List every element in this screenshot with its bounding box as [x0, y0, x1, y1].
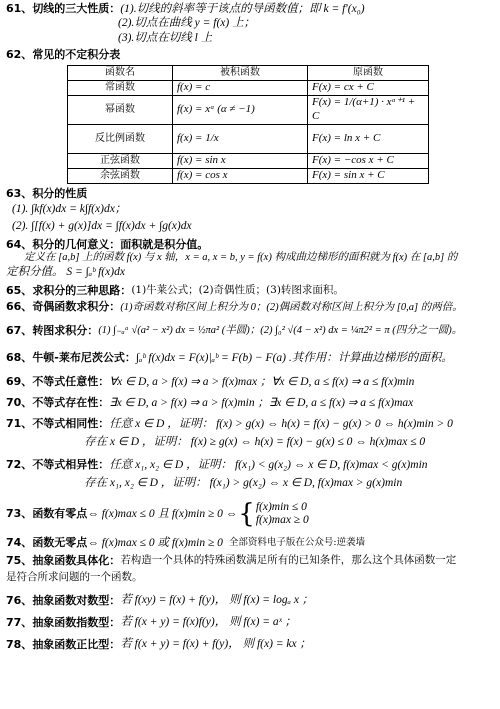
table-header: 被积函数	[173, 65, 308, 80]
section-62-number: 62、	[6, 48, 33, 62]
table-row	[68, 80, 429, 95]
section-77	[6, 613, 494, 632]
table-cell: 幂函数	[68, 95, 173, 124]
section-73-number: 73、	[6, 507, 33, 521]
section-65-text: (1)牛莱公式；(2)奇偶性质；(3)转图求面积。	[131, 283, 344, 296]
section-76-title: 抽象函数对数型：	[32, 593, 121, 607]
table-cell: f(x) = sin x	[173, 153, 308, 168]
section-74-number: 74、	[6, 536, 33, 550]
section-71	[6, 415, 494, 451]
table-cell: F(x) = 1/(α+1) · xᵅ⁺¹ + C	[308, 95, 429, 124]
section-71-number: 71、	[6, 417, 33, 431]
section-73-condition: ⇔ f(x)max ≤ 0 且 f(x)min ≥ 0 ⇔	[87, 507, 238, 520]
section-77-number: 77、	[6, 615, 33, 629]
section-65	[6, 284, 494, 298]
section-73-system-top: f(x)min ≤ 0	[255, 501, 307, 514]
section-74-note: 全部资料电子版在公众号:逆袭墙	[228, 537, 366, 549]
section-66-title: 奇偶函数求积分：	[32, 300, 121, 314]
section-66	[6, 300, 494, 314]
section-61-point-1: (1).切线的斜率等于该点的导函数值；即 k = f′(x₀)	[120, 3, 365, 15]
table-header-row	[68, 65, 429, 80]
section-62-title: 常见的不定积分表	[32, 48, 121, 62]
section-62	[6, 48, 494, 184]
section-64	[6, 238, 494, 281]
section-78	[6, 635, 494, 654]
section-68	[6, 348, 494, 368]
section-70-text: ∃x ∈ D, a > f(x) ⇒ a > f(x)min ；∃x ∈ D, a ≤ f(x) ⇒ a ≤ f(x)max	[109, 396, 414, 409]
section-63-property-2: (2). ∫[f(x) + g(x)]dx = ∫f(x)dx + ∫g(x)dx	[12, 219, 192, 232]
section-78-number: 78、	[6, 637, 33, 651]
section-78-title: 抽象函数正比型：	[32, 637, 121, 651]
section-71-line-1: 任意 x ∈ D ，证明： f(x) > g(x) ⇔ h(x) = f(x) − g(x) > 0 ⇔ h(x)min > 0	[109, 417, 453, 430]
section-68-text: ∫ₐᵇ f(x)dx = F(x)|ₐᵇ = F(b) − F(a) .其作用：计算曲边梯形的面积。	[135, 351, 453, 364]
section-65-title: 求积分的三种思路：	[32, 283, 132, 297]
section-73-system	[256, 501, 309, 526]
section-71-line-2: 存在 x ∈ D ，证明： f(x) ≥ g(x) ⇔ h(x) = f(x) − g(x) ≤ 0 ⇔ h(x)max ≤ 0	[84, 435, 426, 448]
section-70-number: 70、	[6, 396, 33, 410]
section-66-number: 66、	[6, 300, 33, 314]
section-67-text: (1) ∫₋ₐᵃ √(a² − x²) dx = ½πa² (半圆)；(2) ∫₀² √(4 − x²) dx = ¼π2² = π (四分之一圆)。	[98, 325, 463, 337]
section-67-number: 67、	[6, 324, 33, 338]
section-61-point-3: (3).切点在切线 l 上	[118, 31, 213, 44]
table-cell: F(x) = ln x + C	[308, 124, 429, 153]
table-cell: F(x) = cx + C	[308, 80, 429, 95]
section-69-number: 69、	[6, 375, 33, 389]
section-63-property-1: (1). ∫kf(x)dx = k∫f(x)dx；	[12, 202, 127, 215]
section-77-text: 若 f(x + y) = f(x)f(y)， 则 f(x) = aˣ ；	[120, 616, 297, 629]
section-75-title: 抽象函数具体化：	[32, 553, 121, 567]
table-cell: 余弦函数	[68, 168, 173, 183]
section-76-text: 若 f(xy) = f(x) + f(y)， 则 f(x) = logₐ x ；	[120, 594, 314, 607]
section-65-number: 65、	[6, 283, 33, 297]
section-75-text-1: 若构造一个具体的特殊函数满足所有的已知条件，那么这个具体函数一定	[120, 553, 457, 566]
section-73-system-bottom: f(x)max ≥ 0	[255, 514, 309, 526]
section-74	[6, 534, 494, 552]
section-77-title: 抽象函数指数型：	[32, 615, 121, 629]
table-row	[68, 168, 429, 183]
section-75	[6, 552, 494, 586]
section-73	[6, 497, 494, 531]
section-74-text: ⇔ f(x)max ≤ 0 或 f(x)min ≥ 0	[87, 536, 223, 549]
section-64-number: 64、	[6, 237, 33, 251]
table-row	[68, 95, 429, 124]
section-63	[6, 187, 494, 235]
section-63-title: 积分的性质	[32, 186, 88, 200]
section-76	[6, 591, 494, 610]
section-74-title: 函数无零点	[32, 536, 88, 550]
table-cell: 正弦函数	[68, 153, 173, 168]
table-cell: 常函数	[68, 80, 173, 95]
table-cell: f(x) = c	[173, 80, 308, 95]
section-69	[6, 373, 494, 391]
section-67-title: 转图求积分：	[32, 324, 99, 338]
table-cell: f(x) = 1/x	[173, 124, 308, 153]
section-70	[6, 394, 494, 412]
section-61-title: 切线的三大性质：	[32, 2, 121, 16]
section-72-title: 不等式相异性：	[32, 458, 110, 472]
table-cell: f(x) = xᵅ (α ≠ −1)	[173, 95, 308, 124]
table-header: 原函数	[308, 65, 429, 80]
left-brace-icon: {	[238, 499, 255, 529]
section-61	[6, 2, 494, 45]
section-64-text-2: 定积分值。 S = ∫ₐᵇ f(x)dx	[6, 266, 125, 279]
section-70-title: 不等式存在性：	[32, 396, 110, 410]
table-row	[68, 124, 429, 153]
section-72-line-2: 存在 x₁, x₂ ∈ D ，证明： f(x₁) > g(x₂) ⇔ x ∈ D, f(x)max > g(x)min	[84, 476, 403, 489]
section-66-text: (1)奇函数对称区间上积分为 0；(2)偶函数对称区间上积分为 [0,a] 的两倍。	[120, 301, 463, 313]
section-72	[6, 456, 494, 492]
section-71-title: 不等式相同性：	[32, 417, 110, 431]
section-75-text-2: 是符合所求问题的一个函数。	[6, 570, 143, 583]
section-69-title: 不等式任意性：	[32, 375, 110, 389]
table-header: 函数名	[68, 65, 173, 80]
section-68-number: 68、	[6, 351, 33, 365]
section-78-text: 若 f(x + y) = f(x) + f(y)， 则 f(x) = kx ；	[120, 638, 311, 651]
table-cell: F(x) = −cos x + C	[308, 153, 429, 168]
section-73-title: 函数有零点	[32, 507, 88, 521]
table-cell: F(x) = sin x + C	[308, 168, 429, 183]
table-row	[68, 153, 429, 168]
section-76-number: 76、	[6, 593, 33, 607]
table-cell: 反比例函数	[68, 124, 173, 153]
section-68-title: 牛顿-莱布尼茨公式：	[32, 351, 136, 365]
section-64-text-1: 定义在 [a,b] 上的函数 f(x) 与 x 轴，x = a, x = b, y = f(x) 构成曲边梯形的面积就为 f(x) 在 [a,b] 的	[24, 252, 458, 264]
section-69-text: ∀x ∈ D, a > f(x) ⇒ a > f(x)max ；∀x ∈ D, a ≤ f(x) ⇒ a ≤ f(x)min	[109, 375, 415, 388]
section-61-number: 61、	[6, 2, 33, 16]
section-63-number: 63、	[6, 186, 33, 200]
section-72-line-1: 任意 x₁, x₂ ∈ D ，证明： f(x₁) < g(x₂) ⇔ x ∈ D, f(x)max < g(x)min	[109, 458, 428, 471]
integral-table	[67, 65, 429, 184]
section-72-number: 72、	[6, 458, 33, 472]
section-67	[6, 321, 494, 341]
table-cell: f(x) = cos x	[173, 168, 308, 183]
section-75-number: 75、	[6, 553, 33, 567]
section-64-title: 积分的几何意义：面积就是积分值。	[32, 237, 209, 251]
section-61-point-2: (2).切点在曲线 y = f(x) 上；	[118, 17, 256, 30]
